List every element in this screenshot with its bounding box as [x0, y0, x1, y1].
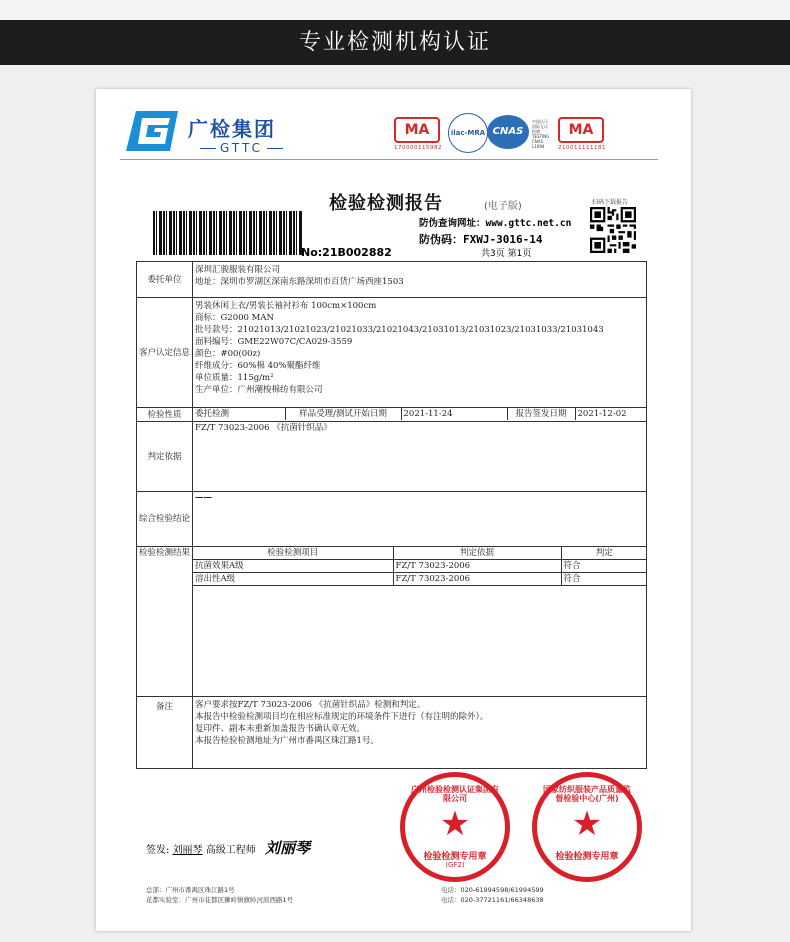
sample-line: 颜色：#00(00z)	[195, 349, 261, 359]
sample-line: 面料编号：GME22W07C/CA029-3559	[195, 337, 353, 347]
qr-code-icon[interactable]	[590, 207, 636, 253]
signature-name: 刘丽琴	[172, 845, 203, 856]
client-name: 深圳汇骏服装有限公司	[195, 265, 281, 275]
sample-row	[137, 298, 647, 408]
results-row-item	[193, 560, 647, 573]
nature-value: 委托检测	[193, 408, 285, 420]
sample-line: 商标：G2000 MAN	[195, 313, 274, 323]
footer-addresses	[146, 885, 293, 905]
sample-line: 生产单位：广州潮梭棉纺有限公司	[195, 385, 323, 395]
testing-seal-2: 国家纺织服装产品质量监督检验中心(广州) ★ 检验检测专用章	[532, 772, 642, 882]
result-basis: FZ/T 73023-2006	[393, 573, 561, 586]
handwritten-signature: 刘丽琴	[264, 839, 310, 857]
basis-row	[137, 422, 647, 492]
star-icon: ★	[439, 804, 471, 844]
footer-tel1: 电话：020-61994598/61994599	[441, 886, 544, 894]
report-subtitle: (电子版)	[484, 201, 522, 212]
nature-label: 检验性质	[137, 408, 193, 422]
gttc-logo-icon	[126, 111, 178, 151]
result-item: 溶出性A级	[193, 573, 393, 586]
barcode	[153, 211, 303, 255]
testing-seal-1: 广州检验检测认证集团有限公司 ★ 检验检测专用章 (GF2)	[400, 772, 510, 882]
remark-line: 客户要求按FZ/T 73023-2006 《抗菌针织品》检测和判定。	[195, 700, 426, 710]
report-title: 检验检测报告	[329, 193, 443, 214]
result-verdict: 符合	[561, 573, 647, 586]
basis-label: 判定依据	[137, 422, 193, 492]
footer-huadu: 花都实验室：广州市花都区狮岭镇旗岭河滨西路1号	[146, 896, 294, 904]
results-label: 检验检测结果	[137, 547, 193, 697]
issue-value: 2021-12-02	[577, 409, 627, 419]
cnas-text: 中国认可 国际互认 检测 TESTING CNAS L1094	[532, 119, 550, 149]
anti-fake-code: 防伪码：FXWJ-3016-14	[419, 233, 543, 246]
verify-url: 防伪查询网址：www.gttc.net.cn	[419, 218, 572, 229]
results-row	[137, 547, 647, 697]
result-basis: FZ/T 73023-2006	[393, 560, 561, 573]
nature-row	[137, 408, 647, 422]
remark-line: 本报告中检验检测项目均在相应标准规定的环境条件下进行（有注明的除外）。	[195, 712, 489, 722]
issue-label: 报告签发日期	[507, 408, 575, 420]
remark-row	[137, 697, 647, 769]
signature	[146, 837, 310, 858]
results-header-cell: 判定依据	[393, 547, 561, 560]
sample-line: 批号款号：21021013/21021023/21021033/21021043/21031013/21031023/21031033/21031043	[195, 325, 604, 335]
sample-label: 客户认定信息	[137, 298, 193, 408]
remark-line: 本报告检验检测地址为广州市番禺区珠江路1号。	[195, 736, 379, 746]
header-divider	[120, 159, 658, 160]
results-table	[193, 547, 647, 586]
client-address: 地址：深圳市罗湖区深南东路深圳市百货广场西座1503	[195, 277, 404, 287]
cma-mark-2: MA 210011111181	[558, 117, 606, 151]
signature-label: 签发:	[146, 845, 170, 856]
start-label: 样品受理/测试开始日期	[285, 408, 401, 420]
qr-label: 扫码下载报告	[592, 199, 629, 206]
cma-mark-1: MA 170000115982	[394, 117, 442, 151]
start-value: 2021-11-24	[401, 408, 507, 420]
sample-line: 单位质量：115g/m²	[195, 373, 274, 383]
logo-en-text: GTTC	[196, 141, 287, 155]
sample-line: 纤维成分：60%棉 40%聚酯纤维	[195, 361, 321, 371]
signature-title: 高级工程师	[205, 845, 256, 856]
results-header	[193, 547, 647, 560]
client-row	[137, 262, 647, 298]
results-header-cell: 判定	[561, 547, 647, 560]
top-strip	[0, 0, 790, 20]
footer-hq: 总部：广州市番禺区珠江路1号	[146, 886, 235, 894]
logo-cn-text: 广检集团	[188, 117, 276, 141]
result-item: 抗菌效果A级	[193, 560, 393, 573]
basis-value: FZ/T 73023-2006 《抗菌针织品》	[193, 422, 647, 492]
results-header-cell: 检验检测项目	[193, 547, 393, 560]
page-banner: 专业检测机构认证	[0, 20, 790, 65]
report-number: No:21B002882	[301, 246, 392, 259]
cnas-mark: CNAS	[487, 115, 529, 149]
conclusion-row	[137, 492, 647, 547]
result-verdict: 符合	[561, 560, 647, 573]
star-icon: ★	[571, 804, 603, 844]
footer-tel2: 电话：020-37721161/66348638	[441, 896, 544, 904]
remark-label: 备注	[137, 697, 193, 769]
client-label: 委托单位	[137, 262, 193, 298]
report-table	[136, 261, 647, 769]
conclusion-value: ——	[193, 492, 647, 547]
page-count: 共3页 第1页	[481, 249, 532, 259]
ilac-mark: ilac-MRA	[448, 113, 488, 153]
footer-phones	[441, 885, 544, 905]
conclusion-label: 综合检验结论	[137, 492, 193, 547]
results-cell	[193, 547, 647, 697]
report-paper	[96, 89, 691, 931]
remark-line: 复印件、副本未重新加盖报告书确认章无效。	[195, 724, 366, 734]
sample-line: 男装休闲上衣/男装长袖衬衫布 100cm×100cm	[195, 301, 377, 311]
results-row-item	[193, 573, 647, 586]
remark-text	[193, 697, 647, 769]
sample-info	[193, 298, 647, 408]
